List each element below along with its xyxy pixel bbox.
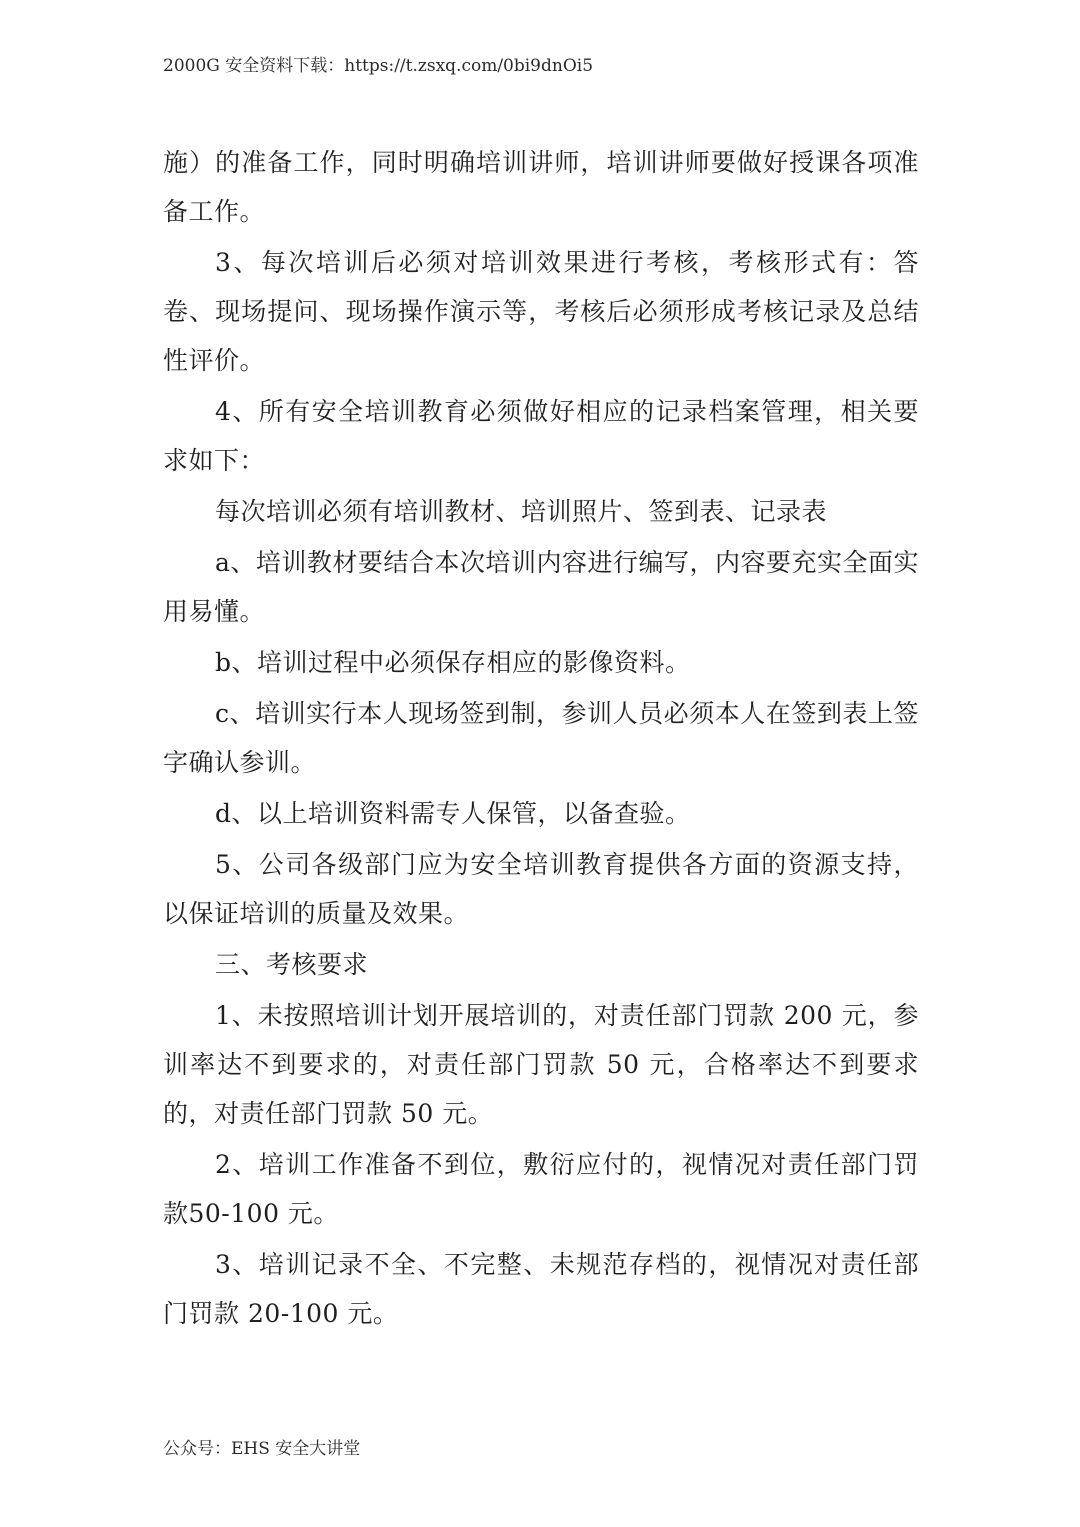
paragraph-item-d: d、以上培训资料需专人保管，以备查验。 xyxy=(215,799,691,828)
document-body xyxy=(163,138,919,1340)
paragraph-item-4: 4、所有安全培训教育必须做好相应的记录档案管理，相关要求如下： xyxy=(163,397,919,475)
paragraph-penalty-2: 2、培训工作准备不到位，敷衍应付的，视情况对责任部门罚款50-100 元。 xyxy=(163,1150,919,1228)
paragraph-penalty-1: 1、未按照培训计划开展培训的，对责任部门罚款 200 元，参训率达不到要求的，对责任部门罚款 50 元，合格率达不到要求的，对责任部门罚款 50 元。 xyxy=(163,1001,919,1128)
paragraph-continuation: 施）的准备工作，同时明确培训讲师，培训讲师要做好授课各项准备工作。 xyxy=(163,148,919,226)
paragraph-item-c: c、培训实行本人现场签到制，参训人员必须本人在签到表上签字确认参训。 xyxy=(163,699,919,777)
footer-account-name: 公众号：EHS 安全大讲堂 xyxy=(163,1439,361,1459)
section-heading-assessment: 三、考核要求 xyxy=(215,950,369,979)
paragraph-training-materials: 每次培训必须有培训教材、培训照片、签到表、记录表 xyxy=(215,497,828,526)
paragraph-item-5: 5、公司各级部门应为安全培训教育提供各方面的资源支持，以保证培训的质量及效果。 xyxy=(163,850,919,928)
paragraph-item-a: a、培训教材要结合本次培训内容进行编写，内容要充实全面实用易懂。 xyxy=(163,548,919,626)
paragraph-item-3: 3、每次培训后必须对培训效果进行考核，考核形式有：答卷、现场提问、现场操作演示等，考核后必须形成考核记录及总结性评价。 xyxy=(163,248,919,375)
paragraph-penalty-3: 3、培训记录不全、不完整、未规范存档的，视情况对责任部门罚款 20-100 元。 xyxy=(163,1250,919,1328)
header-download-link: 2000G 安全资料下载：https://t.zsxq.com/0bi9dnOi5 xyxy=(163,56,594,76)
paragraph-item-b: b、培训过程中必须保存相应的影像资料。 xyxy=(215,648,691,677)
